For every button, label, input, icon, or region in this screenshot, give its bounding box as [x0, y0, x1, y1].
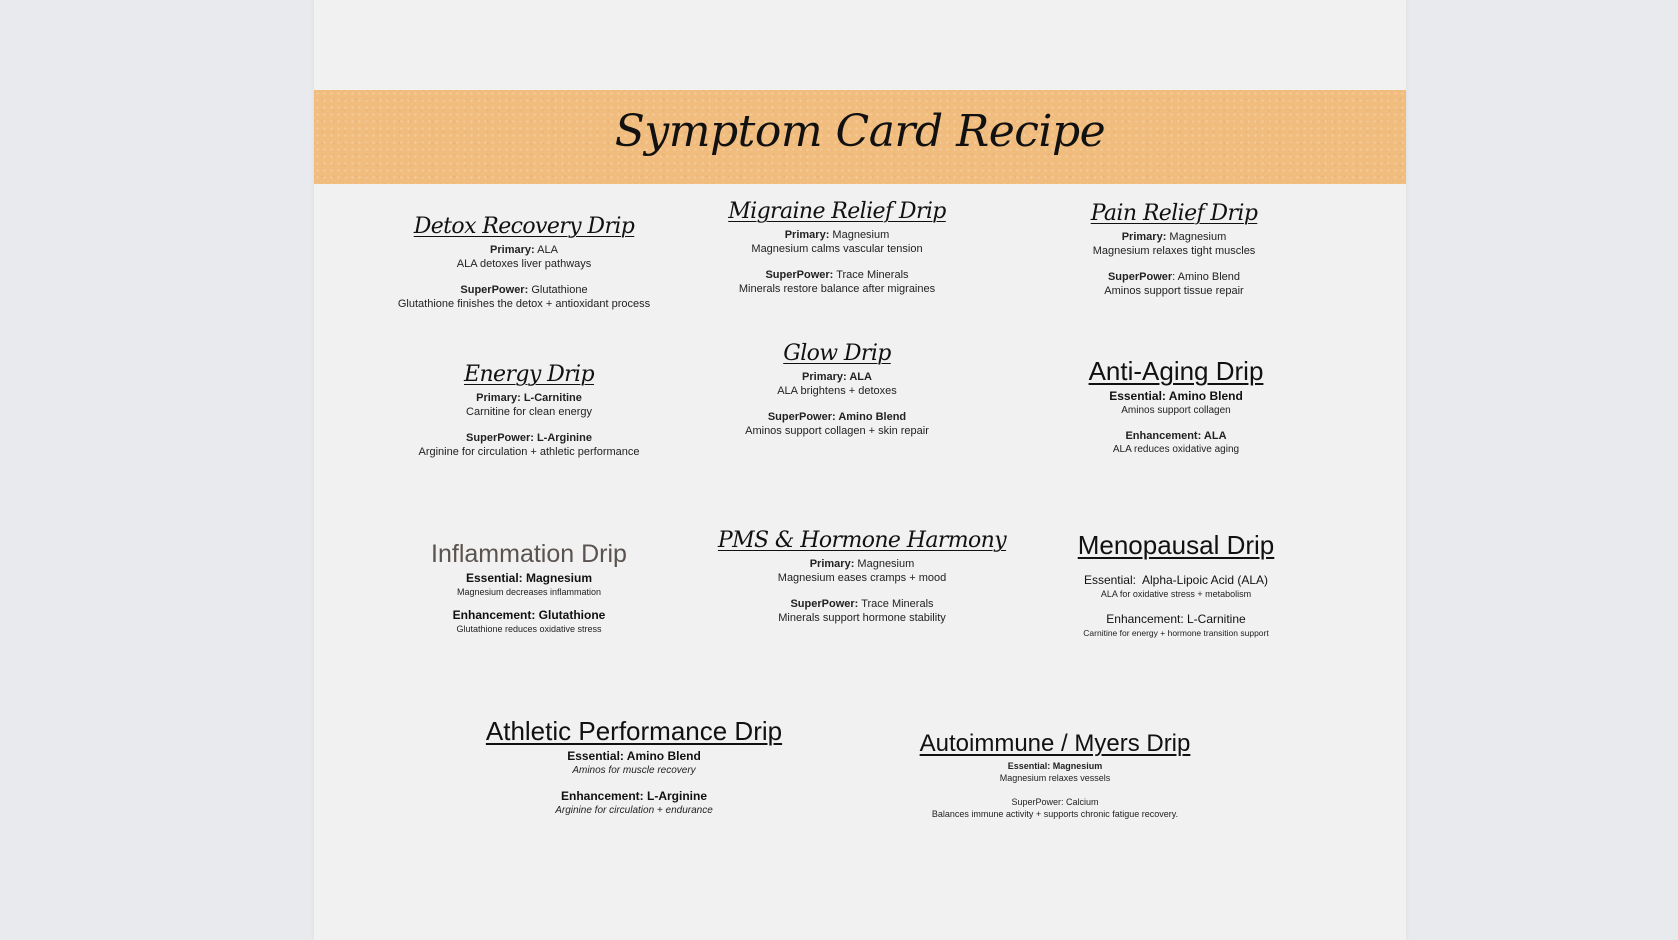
superpower-label: SuperPower — [1107, 271, 1173, 283]
superpower-label: SuperPower: — [790, 598, 859, 610]
primary-desc: Magnesium calms vascular tension — [751, 243, 923, 255]
superpower-desc: Balances immune activity + supports chronic fatigue recovery. — [931, 809, 1179, 819]
essential-line: Essential: Alpha-Lipoic Acid (ALA) — [1083, 573, 1269, 587]
superpower-line — [1014, 270, 1334, 284]
essential-line: Essential: Amino Blend — [567, 749, 701, 763]
enhancement-line: Enhancement: L-Arginine — [560, 789, 707, 803]
primary-line — [672, 228, 1002, 242]
primary-label: Primary: — [809, 558, 855, 570]
card-pain-relief — [1014, 201, 1334, 298]
card-anti-aging — [1014, 356, 1338, 456]
card-autoimmune-myers — [880, 730, 1230, 820]
primary-label: Primary: — [1121, 231, 1167, 243]
superpower-line: SuperPower: Amino Blend — [767, 411, 907, 423]
superpower-desc: Arginine for circulation + athletic performance — [418, 446, 640, 458]
essential-desc: Magnesium decreases inflammation — [456, 587, 602, 597]
enhancement-desc: Carnitine for energy + hormone transition support — [1083, 628, 1269, 638]
superpower-desc: Minerals support hormone stability — [778, 612, 946, 624]
primary-label: Primary: — [490, 244, 535, 256]
superpower-line: SuperPower: Calcium — [1011, 797, 1099, 807]
enhancement-line: Enhancement: Glutathione — [452, 608, 606, 622]
superpower-label: SuperPower: — [460, 284, 529, 296]
card-title: Glow Drip — [783, 341, 891, 366]
primary-desc: Carnitine for clean energy — [466, 406, 592, 418]
superpower-value: : Amino Blend — [1172, 271, 1241, 283]
enhancement-line: Enhancement: L-Carnitine — [1106, 612, 1246, 626]
enhancement-desc: Arginine for circulation + endurance — [555, 805, 713, 816]
primary-line — [692, 557, 1032, 571]
card-title: Migraine Relief Drip — [728, 199, 946, 224]
card-title: Athletic Performance Drip — [485, 716, 783, 746]
essential-line: Essential: Magnesium — [1007, 761, 1103, 771]
primary-label: Primary: — [784, 229, 830, 241]
superpower-desc: Minerals restore balance after migraines — [738, 283, 936, 295]
card-title: Anti-Aging Drip — [1088, 356, 1264, 386]
title-banner — [314, 90, 1406, 184]
superpower-value: Glutathione — [531, 284, 588, 296]
superpower-desc: Glutathione finishes the detox + antioxidant process — [397, 298, 651, 310]
superpower-label: SuperPower: — [765, 269, 834, 281]
card-pms-hormone — [692, 528, 1032, 625]
superpower-value: Trace Minerals — [861, 598, 934, 610]
primary-value: Magnesium — [832, 229, 890, 241]
card-title: PMS & Hormone Harmony — [717, 528, 1007, 553]
essential-desc: Aminos for muscle recovery — [572, 765, 696, 776]
card-title: Energy Drip — [464, 362, 594, 387]
card-athletic-performance — [469, 716, 799, 817]
card-title: Autoimmune / Myers Drip — [919, 730, 1191, 757]
primary-desc: ALA brightens + detoxes — [777, 385, 897, 397]
primary-desc: ALA detoxes liver pathways — [456, 258, 592, 270]
primary-line: Primary: L-Carnitine — [476, 392, 582, 404]
superpower-desc: Aminos support tissue repair — [1104, 285, 1244, 297]
document-page — [314, 0, 1406, 940]
enhancement-line: Enhancement: ALA — [1125, 430, 1227, 442]
primary-value: ALA — [537, 244, 558, 256]
superpower-line — [692, 597, 1032, 611]
superpower-desc: Aminos support collagen + skin repair — [745, 425, 929, 437]
primary-line — [354, 243, 694, 257]
enhancement-desc: Glutathione reduces oxidative stress — [456, 624, 602, 634]
primary-value: Magnesium — [1169, 231, 1227, 243]
card-detox-recovery — [354, 214, 694, 311]
superpower-line — [672, 268, 1002, 282]
card-title: Pain Relief Drip — [1090, 201, 1258, 226]
primary-desc: Magnesium eases cramps + mood — [777, 572, 947, 584]
essential-desc: Aminos support collagen — [1121, 405, 1231, 416]
essential-line: Essential: Amino Blend — [1109, 389, 1243, 403]
superpower-line — [354, 283, 694, 297]
card-glow — [672, 341, 1002, 438]
superpower-value: Trace Minerals — [836, 269, 909, 281]
card-energy — [354, 362, 704, 459]
primary-line: Primary: ALA — [802, 371, 872, 383]
card-title: Inflammation Drip — [431, 540, 627, 568]
essential-line: Essential: Magnesium — [465, 571, 593, 585]
superpower-line: SuperPower: L-Arginine — [466, 432, 592, 444]
card-menopausal — [1014, 530, 1338, 639]
card-title: Detox Recovery Drip — [413, 214, 635, 239]
card-inflammation — [364, 540, 694, 635]
primary-desc: Magnesium relaxes tight muscles — [1092, 245, 1256, 257]
card-title: Menopausal Drip — [1077, 530, 1275, 560]
primary-line — [1014, 230, 1334, 244]
primary-value: Magnesium — [857, 558, 915, 570]
enhancement-desc: ALA reduces oxidative aging — [1112, 444, 1240, 455]
essential-desc: ALA for oxidative stress + metabolism — [1100, 589, 1252, 599]
page-title: Symptom Card Recipe — [614, 106, 1106, 157]
card-migraine-relief — [672, 199, 1002, 296]
essential-desc: Magnesium relaxes vessels — [999, 773, 1111, 783]
